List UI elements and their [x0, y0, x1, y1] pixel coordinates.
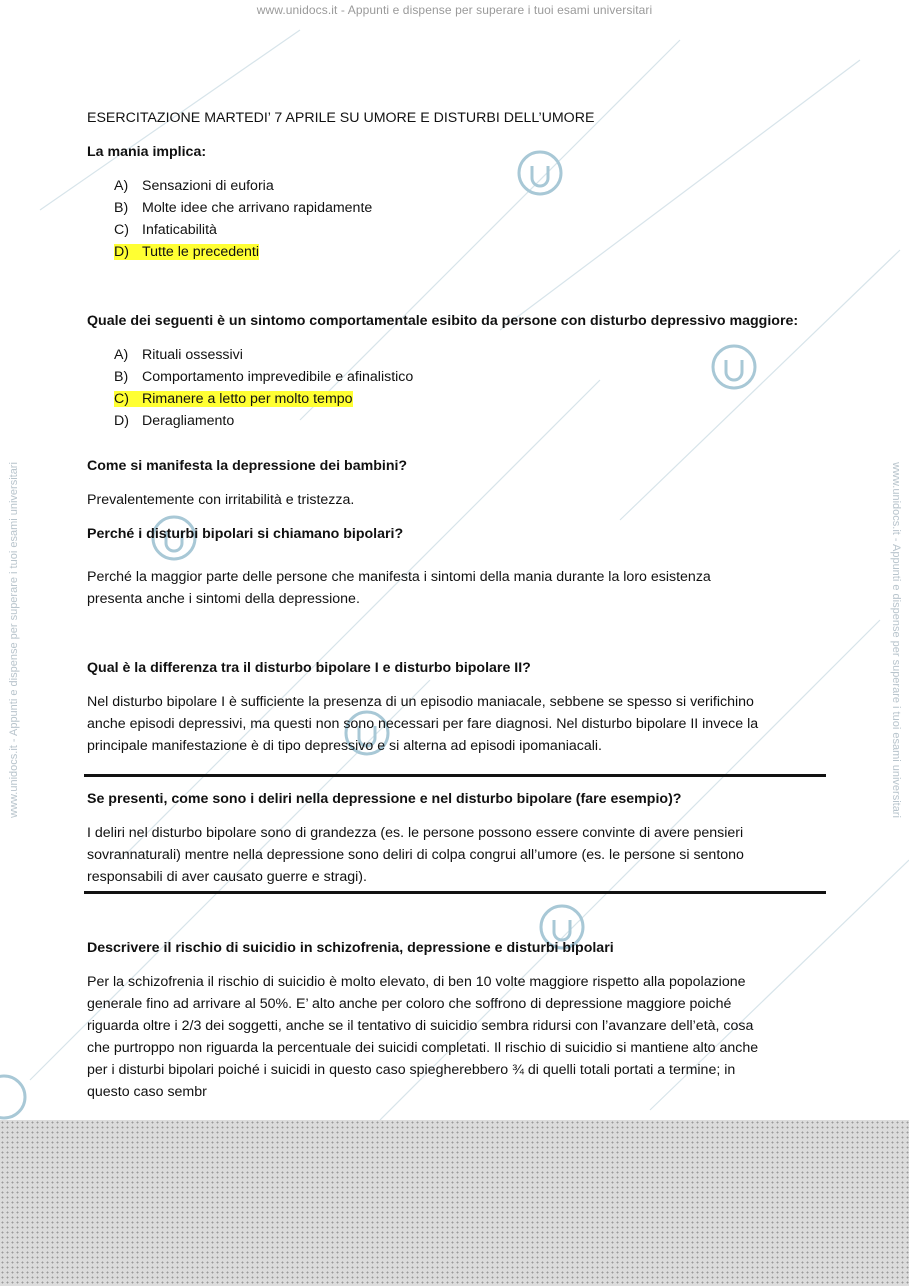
- preview-blur-overlay: [0, 1120, 909, 1286]
- answer-4-line-1: Perché la maggior parte delle persone che manifesta i sintomi della mania durante la loro esistenza: [87, 569, 711, 585]
- answer-7-line-3: riguarda oltre i 2/3 dei soggetti, anche se il tentativo di suicidio sembra ridursi con l’avanzare dell’età, cosa: [87, 1018, 754, 1034]
- answer-3: Prevalentemente con irritabilità e tristezza.: [87, 492, 355, 508]
- answer-7-line-5: per i disturbi bipolari poiché i suicidi in questo caso spiegherebbero ¾ di quelli totali portati a termine; in: [87, 1062, 736, 1078]
- question-2: Quale dei seguenti è un sintomo comportamentale esibito da persone con disturbo depressivo maggiore:: [87, 313, 799, 329]
- answer-7-line-4: che purtroppo non riguarda la percentuale dei suicidi completati. Il rischio di suicidio si mantiene alto anche: [87, 1040, 759, 1056]
- answer-5-line-3: principale manifestazione è di tipo depressivo e si alterna ad episodi ipomaniacali.: [87, 738, 602, 754]
- header-watermark-banner: www.unidocs.it - Appunti e dispense per superare i tuoi esami universitari: [256, 3, 653, 17]
- answer-7-line-1: Per la schizofrenia il rischio di suicidio è molto elevato, di ben 10 volte maggiore rispetto alla popolazione: [87, 974, 746, 990]
- question-4: Perché i disturbi bipolari si chiamano bipolari?: [87, 526, 404, 542]
- question-2-options: [87, 344, 827, 432]
- question-5: Qual è la differenza tra il disturbo bipolare I e disturbo bipolare II?: [87, 660, 531, 676]
- right-side-watermark: www.unidocs.it - Appunti e dispense per superare i tuoi esami universitari: [890, 462, 902, 818]
- question-1: La mania implica:: [87, 144, 207, 160]
- option-d-highlighted: D) Tutte le precedenti: [114, 244, 259, 260]
- answer-6-line-2: sovrannaturali) mentre nella depressione sono deliri di colpa congrui all’umore (es. le persone si sentono: [87, 847, 744, 863]
- option-b: B) Comportamento imprevedibile e afinalistico: [114, 369, 414, 385]
- document-title: ESERCITAZIONE MARTEDI’ 7 APRILE SU UMORE E DISTURBI DELL’UMORE: [87, 110, 595, 126]
- option-c-highlighted: C) Rimanere a letto per molto tempo: [114, 391, 353, 407]
- answer-5-line-1: Nel disturbo bipolare I è sufficiente la presenza di un episodio maniacale, sebbene se spesso si verifichino: [87, 694, 754, 710]
- option-b: B) Molte idee che arrivano rapidamente: [114, 200, 373, 216]
- answer-7-line-6: questo caso sembr: [87, 1084, 207, 1100]
- answer-5-line-2: anche episodi depressivi, ma questi non sono necessari per fare diagnosi. Nel disturbo bipolare II invece la: [87, 716, 759, 732]
- question-7: Descrivere il rischio di suicidio in schizofrenia, depressione e disturbi bipolari: [87, 940, 614, 956]
- question-1-options: [87, 175, 827, 263]
- question-3: Come si manifesta la depressione dei bambini?: [87, 458, 408, 474]
- option-d: D) Deragliamento: [114, 413, 235, 429]
- answer-4-line-2: presenta anche i sintomi della depressione.: [87, 591, 360, 607]
- left-side-watermark: www.unidocs.it - Appunti e dispense per superare i tuoi esami universitari: [8, 462, 20, 818]
- answer-6-line-1: I deliri nel disturbo bipolare sono di grandezza (es. le persone possono essere convinte di avere pensieri: [87, 825, 744, 841]
- answer-7-line-2: generale fino ad arrivare al 50%. E’ alto anche per coloro che soffrono di depressione maggiore poiché: [87, 996, 732, 1012]
- answer-6-line-3: responsabili di aver causato guerre e stragi).: [87, 869, 367, 885]
- option-a: A) Sensazioni di euforia: [114, 178, 274, 194]
- question-6: Se presenti, come sono i deliri nella depressione e nel disturbo bipolare (fare esempio)?: [87, 791, 682, 807]
- document-body: [87, 107, 827, 1103]
- option-c: C) Infaticabilità: [114, 222, 217, 238]
- option-a: A) Rituali ossessivi: [114, 347, 243, 363]
